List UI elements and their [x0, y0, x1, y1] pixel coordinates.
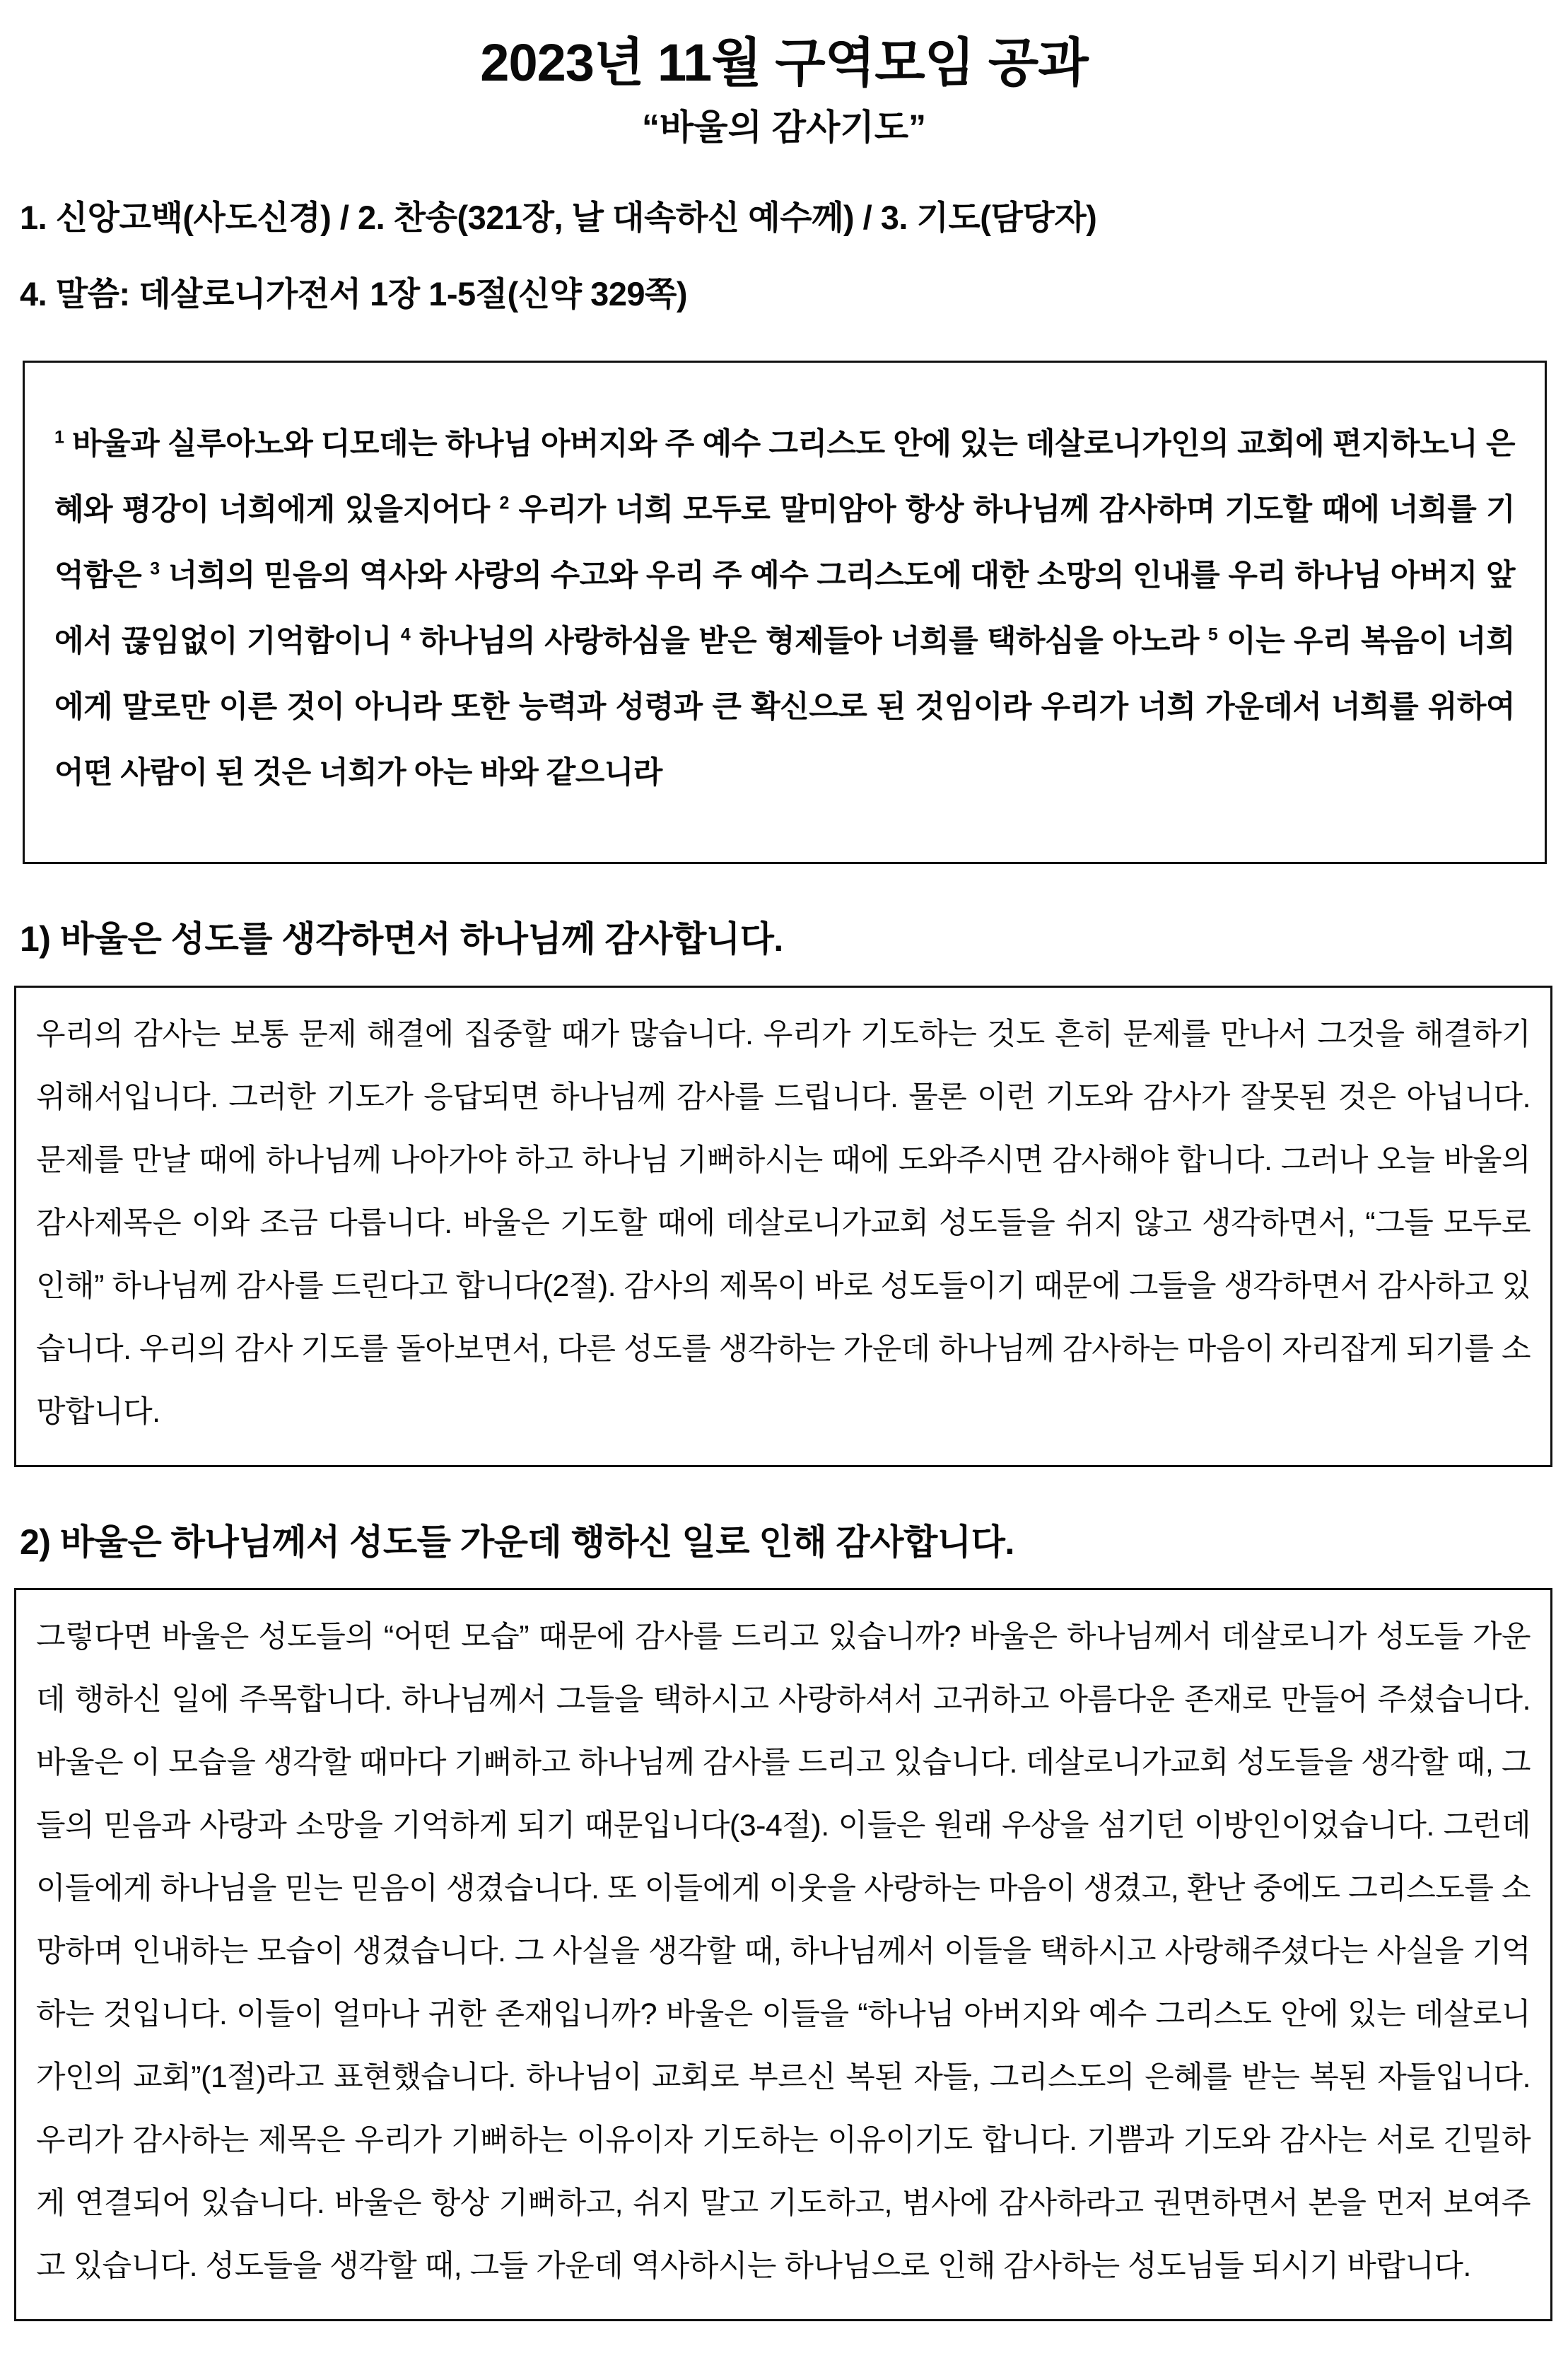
- section-1-body: 우리의 감사는 보통 문제 해결에 집중할 때가 많습니다. 우리가 기도하는 것도 흔히 문제를 만나서 그것을 해결하기 위해서입니다. 그러한 기도가 응답되면 하나님께 감사를 드립니다. 물론 이런 기도와 감사가 잘못된 것은 아닙니다. 문제를 만날 때에 하나님께 나아가야 하고 하나님 기뻐하시는 때에 도와주시면 감사해야 합니다. 그러나 오늘 바울의 감사제목은 이와 조금 다릅니다. 바울은 기도할 때에 데살로니가교회 성도들을 쉬지 않고 생각하면서, “그들 모두로 인해” 하나님께 감사를 드린다고 합니다(2절). 감사의 제목이 바로 성도들이기 때문에 그들을 생각하면서 감사하고 있습니다. 우리의 감사 기도를 돌아보면서, 다른 성도를 생각하는 가운데 하나님께 감사하는 마음이 자리잡게 되기를 소망합니다.: [36, 1017, 1531, 1429]
- page-title: 2023년 11월 구역모임 공과: [480, 33, 1088, 92]
- order-line-1: 1. 신앙고백(사도신경) / 2. 찬송(321장, 날 대속하신 예수께) / 3. 기도(담당자): [20, 199, 1097, 237]
- verse-number: 4: [400, 624, 411, 645]
- verse-number: 1: [54, 427, 64, 448]
- scripture-passage: $^1$ 바울과 실루아노와 디모데는 하나님 아버지와 주 예수 그리스도 안에 있는 데살로니가인의 교회에 편지하노니 은혜와 평강이 너희에게 있을지어다 $^2$ 우리가 너희 모두로 말미암아 항상 하나님께 감사하며 기도할 때에 너희를 기억함은 $^3$ 너희의 믿음의 역사와 사랑의 수고와 우리 주 예수 그리스도에 대한 소망의 인내를 우리 하나님 아버지 앞에서 끊임없이 기억함이니 $^4$ 하나님의 사랑하심을 받은 형제들아 너희를 택하심을 아노라 $^5$ 이는 우리 복음이 너희에게 말로만 이른 것이 아니라 또한 능력과 성령과 큰 확신으로 된 것임이라 우리가 너희 가운데서 너희를 위하여 어떤 사람이 된 것은 너희가 아는 바와 같으니라: [54, 427, 1516, 790]
- section-1-box: [14, 986, 1552, 1467]
- page-subtitle: “바울의 감사기도”: [642, 107, 926, 148]
- section-1-heading: 1) 바울은 성도를 생각하면서 하나님께 감사합니다.: [20, 919, 783, 959]
- order-of-service: [20, 180, 1548, 332]
- order-line-2: 4. 말씀: 데살로니가전서 1장 1-5절(신약 329쪽): [20, 275, 688, 313]
- verse-number: 2: [499, 493, 509, 513]
- section-2-body: 그렇다면 바울은 성도들의 “어떤 모습” 때문에 감사를 드리고 있습니까? 바울은 하나님께서 데살로니가 성도들 가운데 행하신 일에 주목합니다. 하나님께서 그들을 택하시고 사랑하셔서 고귀하고 아름다운 존재로 만들어 주셨습니다. 바울은 이 모습을 생각할 때마다 기뻐하고 하나님께 감사를 드리고 있습니다. 데살로니가교회 성도들을 생각할 때, 그들의 믿음과 사랑과 소망을 기억하게 되기 때문입니다(3-4절). 이들은 원래 우상을 섬기던 이방인이었습니다. 그런데 이들에게 하나님을 믿는 믿음이 생겼습니다. 또 이들에게 이웃을 사랑하는 마음이 생겼고, 환난 중에도 그리스도를 소망하며 인내하는 모습이 생겼습니다. 그 사실을 생각할 때, 하나님께서 이들을 택하시고 사랑해주셨다는 사실을 기억하는 것입니다. 이들이 얼마나 귀한 존재입니까? 바울은 이들을 “하나님 아버지와 예수 그리스도 안에 있는 데살로니가인의 교회”(1절)라고 표현했습니다. 하나님이 교회로 부르신 복된 자들, 그리스도의 은혜를 받는 복된 자들입니다. 우리가 감사하는 제목은 우리가 기뻐하는 이유이자 기도하는 이유이기도 합니다. 기쁨과 기도와 감사는 서로 긴밀하게 연결되어 있습니다. 바울은 항상 기뻐하고, 쉬지 말고 기도하고, 범사에 감사하라고 권면하면서 본을 먼저 보여주고 있습니다. 성도들을 생각할 때, 그들 가운데 역사하시는 하나님으로 인해 감사하는 성도님들 되시기 바랍니다.: [36, 1620, 1531, 2284]
- verse-number: 5: [1207, 624, 1218, 645]
- scripture-box: [23, 361, 1547, 864]
- section-2-box: [14, 1588, 1552, 2321]
- verse-number: 3: [150, 559, 160, 579]
- section-2-heading: 2) 바울은 하나님께서 성도들 가운데 행하신 일로 인해 감사합니다.: [20, 1522, 1014, 1562]
